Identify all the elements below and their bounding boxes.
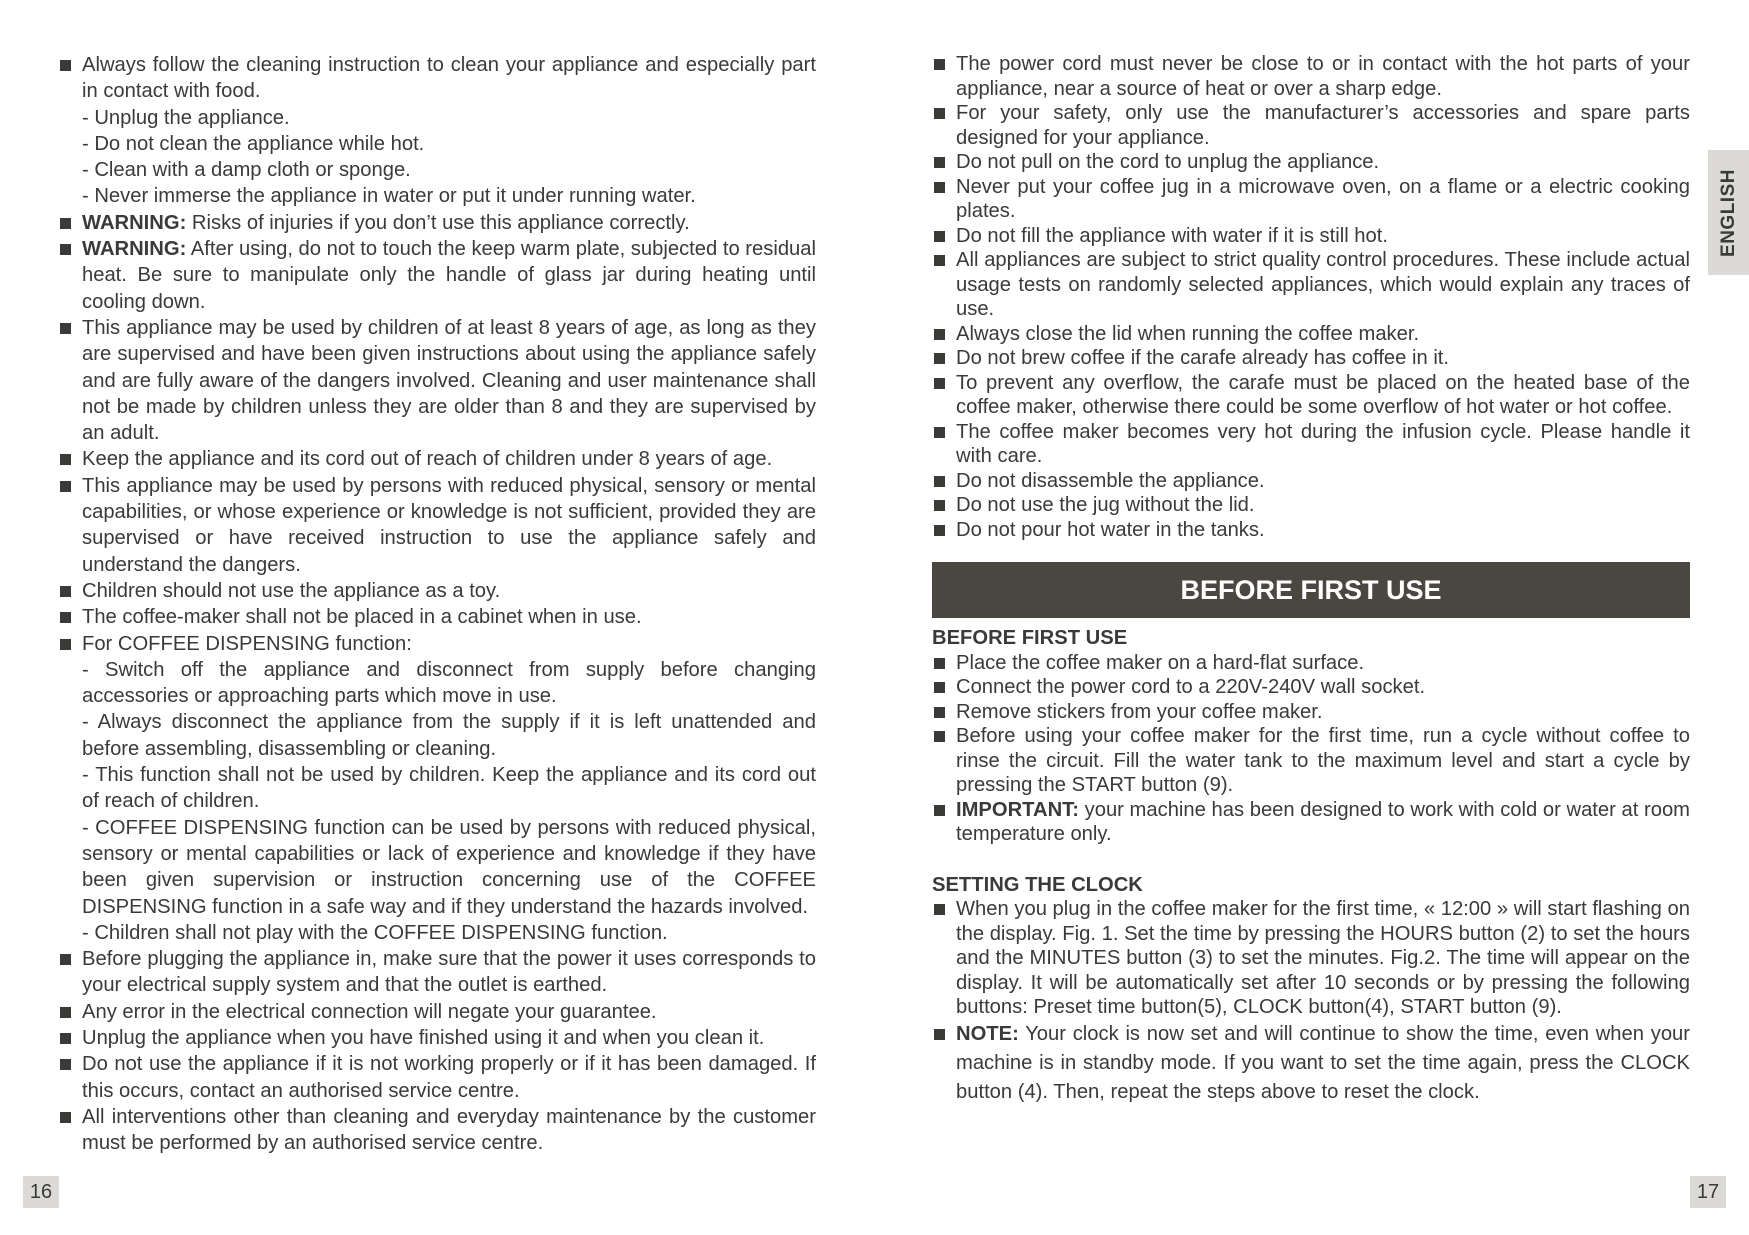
list-item: Do not use the jug without the lid.	[932, 493, 1690, 518]
list-item: Keep the appliance and its cord out of reach of children under 8 years of age.	[58, 446, 816, 472]
square-bullet-icon	[60, 639, 71, 650]
page-number-left: 16	[23, 1176, 59, 1208]
square-bullet-icon	[60, 1112, 71, 1123]
square-bullet-icon	[60, 218, 71, 229]
left-column	[58, 52, 816, 1156]
list-item: Always close the lid when running the coffee maker.	[932, 322, 1690, 347]
list-item: For COFFEE DISPENSING function: - Switch off the appliance and disconnect from supply before changing accessories or approaching parts which move in use. - Always disconnect the appliance from the supply if it is left unattended and before assembling, disassembling or cleaning. - This function shall not be used by children. Keep the appliance and its cord out of reach of children. - COFFEE DISPENSING function can be used by persons with reduced physical, sensory or mental capabilities or lack of experience and knowledge if they have been given supervision or instruction concerning use of the COFFEE DISPENSING function in a safe way and if they understand the hazards involved. - Children shall not play with the COFFEE DISPENSING function.	[58, 631, 816, 947]
sub-item: - Unplug the appliance.	[82, 106, 290, 129]
square-bullet-icon	[60, 60, 71, 71]
list-item: This appliance may be used by persons with reduced physical, sensory or mental capabilities, or whose experience or knowledge is not sufficient, provided they are supervised or have received instruction to use the appliance safely and understand the dangers.	[58, 473, 816, 578]
list-item: NOTE: Your clock is now set and will continue to show the time, even when your machine is in standby mode. If you want to set the time again, press the CLOCK button (4). Then, repeat the steps above to reset the clock.	[932, 1020, 1690, 1107]
list-item: Before using your coffee maker for the first time, run a cycle without coffee to rinse the circuit. Fill the water tank to the maximum level and start a cycle by pressing the START button (9).	[932, 724, 1690, 798]
safety-list-left	[58, 52, 816, 1156]
list-item: For your safety, only use the manufacturer’s accessories and spare parts designed for your appliance.	[932, 101, 1690, 150]
square-bullet-icon	[934, 231, 945, 242]
square-bullet-icon	[934, 378, 945, 389]
right-column	[932, 52, 1690, 1107]
square-bullet-icon	[934, 525, 945, 536]
page-number-right: 17	[1690, 1176, 1726, 1208]
list-item: WARNING: After using, do not to touch the keep warm plate, subjected to residual heat. Be sure to manipulate only the handle of glass jar during heating until cooling down.	[58, 236, 816, 315]
square-bullet-icon	[60, 323, 71, 334]
list-item: Do not brew coffee if the carafe already has coffee in it.	[932, 346, 1690, 371]
list-item: The coffee maker becomes very hot during the infusion cycle. Please handle it with care.	[932, 420, 1690, 469]
list-item: The power cord must never be close to or in contact with the hot parts of your appliance, near a source of heat or over a sharp edge.	[932, 52, 1690, 101]
list-item: Never put your coffee jug in a microwave oven, on a flame or a electric cooking plates.	[932, 175, 1690, 224]
list-item: Any error in the electrical connection will negate your guarantee.	[58, 999, 816, 1025]
square-bullet-icon	[934, 476, 945, 487]
list-item: IMPORTANT: your machine has been designed to work with cold or water at room temperature only.	[932, 798, 1690, 847]
square-bullet-icon	[60, 586, 71, 597]
list-item: Do not pull on the cord to unplug the appliance.	[932, 150, 1690, 175]
sub-item: - This function shall not be used by children. Keep the appliance and its cord out of reach of children.	[82, 764, 816, 813]
sub-item: - Do not clean the appliance while hot.	[82, 132, 425, 155]
square-bullet-icon	[934, 427, 945, 438]
sub-item: - Clean with a damp cloth or sponge.	[82, 159, 411, 182]
list-item: Unplug the appliance when you have finished using it and when you clean it.	[58, 1025, 816, 1051]
list-item: Remove stickers from your coffee maker.	[932, 700, 1690, 725]
list-item: Connect the power cord to a 220V-240V wall socket.	[932, 675, 1690, 700]
list-item: Always follow the cleaning instruction to clean your appliance and especially part in contact with food. - Unplug the appliance. - Do not clean the appliance while hot. - Clean with a damp cloth or sponge. - Never immerse the appliance in water or put it under running water.	[58, 52, 816, 210]
language-label: ENGLISH	[1717, 168, 1739, 257]
square-bullet-icon	[934, 682, 945, 693]
list-item: All interventions other than cleaning and everyday maintenance by the customer must be performed by an authorised service centre.	[58, 1104, 816, 1157]
square-bullet-icon	[934, 731, 945, 742]
list-item: Place the coffee maker on a hard-flat surface.	[932, 651, 1690, 676]
list-item: Before plugging the appliance in, make sure that the power it uses corresponds to your electrical supply system and that the outlet is earthed.	[58, 946, 816, 999]
square-bullet-icon	[60, 454, 71, 465]
sub-item: - Children shall not play with the COFFEE DISPENSING function.	[82, 921, 668, 944]
list-item: When you plug in the coffee maker for the first time, « 12:00 » will start flashing on the display. Fig. 1. Set the time by pressing the HOURS button (2) to set the hours and the MINUTES button (3) to set the minutes. Fig.2. The time will appear on the display. It will be automatically set after 10 seconds or by pressing the following buttons: Preset time button(5), CLOCK button(4), START button (9).	[932, 897, 1690, 1020]
list-item: Do not disassemble the appliance.	[932, 469, 1690, 494]
list-item: Do not fill the appliance with water if it is still hot.	[932, 224, 1690, 249]
list-item: Children should not use the appliance as a toy.	[58, 578, 816, 604]
setting-clock-list	[932, 897, 1690, 1107]
list-item: WARNING: Risks of injuries if you don’t use this appliance correctly.	[58, 210, 816, 236]
sub-item: - Never immerse the appliance in water or put it under running water.	[82, 185, 696, 208]
section-banner: BEFORE FIRST USE	[932, 562, 1690, 618]
square-bullet-icon	[934, 353, 945, 364]
square-bullet-icon	[60, 1033, 71, 1044]
square-bullet-icon	[934, 500, 945, 511]
section-heading: BEFORE FIRST USE	[932, 627, 1128, 649]
list-item: To prevent any overflow, the carafe must be placed on the heated base of the coffee maker, otherwise there could be some overflow of hot water or hot coffee.	[932, 371, 1690, 420]
list-item: Do not use the appliance if it is not working properly or if it has been damaged. If this occurs, contact an authorised service centre.	[58, 1051, 816, 1104]
square-bullet-icon	[934, 658, 945, 669]
square-bullet-icon	[934, 904, 945, 915]
square-bullet-icon	[934, 157, 945, 168]
square-bullet-icon	[934, 805, 945, 816]
square-bullet-icon	[60, 1007, 71, 1018]
square-bullet-icon	[934, 182, 945, 193]
safety-list-right	[932, 52, 1690, 542]
square-bullet-icon	[934, 329, 945, 340]
list-item: Do not pour hot water in the tanks.	[932, 518, 1690, 543]
list-item: This appliance may be used by children of at least 8 years of age, as long as they are supervised and have been given instructions about using the appliance safely and are fully aware of the dangers involved. Cleaning and user maintenance shall not be made by children unless they are older than 8 and they are supervised by an adult.	[58, 315, 816, 446]
language-tab	[1708, 150, 1749, 275]
square-bullet-icon	[60, 481, 71, 492]
square-bullet-icon	[60, 244, 71, 255]
square-bullet-icon	[934, 108, 945, 119]
list-item: All appliances are subject to strict quality control procedures. These include actual usage tests on randomly selected appliances, which would explain any traces of use.	[932, 248, 1690, 322]
sub-item: - Switch off the appliance and disconnect from supply before changing accessories or approaching parts which move in use.	[82, 658, 816, 708]
section-heading: SETTING THE CLOCK	[932, 873, 1143, 896]
square-bullet-icon	[934, 1029, 945, 1040]
sub-item: - Always disconnect the appliance from the supply if it is left unattended and before assembling, disassembling or cleaning.	[82, 711, 816, 760]
square-bullet-icon	[934, 255, 945, 266]
square-bullet-icon	[60, 1059, 71, 1070]
square-bullet-icon	[934, 59, 945, 70]
before-first-use-list	[932, 651, 1690, 847]
list-item: The coffee-maker shall not be placed in a cabinet when in use.	[58, 604, 816, 630]
square-bullet-icon	[60, 954, 71, 965]
sub-item: - COFFEE DISPENSING function can be used by persons with reduced physical, sensory or mental capabilities or lack of experience and knowledge if they have been given supervision or instruction concerning use of the COFFEE DISPENSING function in a safe way and if they understand the hazards involved.	[82, 816, 816, 918]
square-bullet-icon	[60, 612, 71, 623]
square-bullet-icon	[934, 707, 945, 718]
